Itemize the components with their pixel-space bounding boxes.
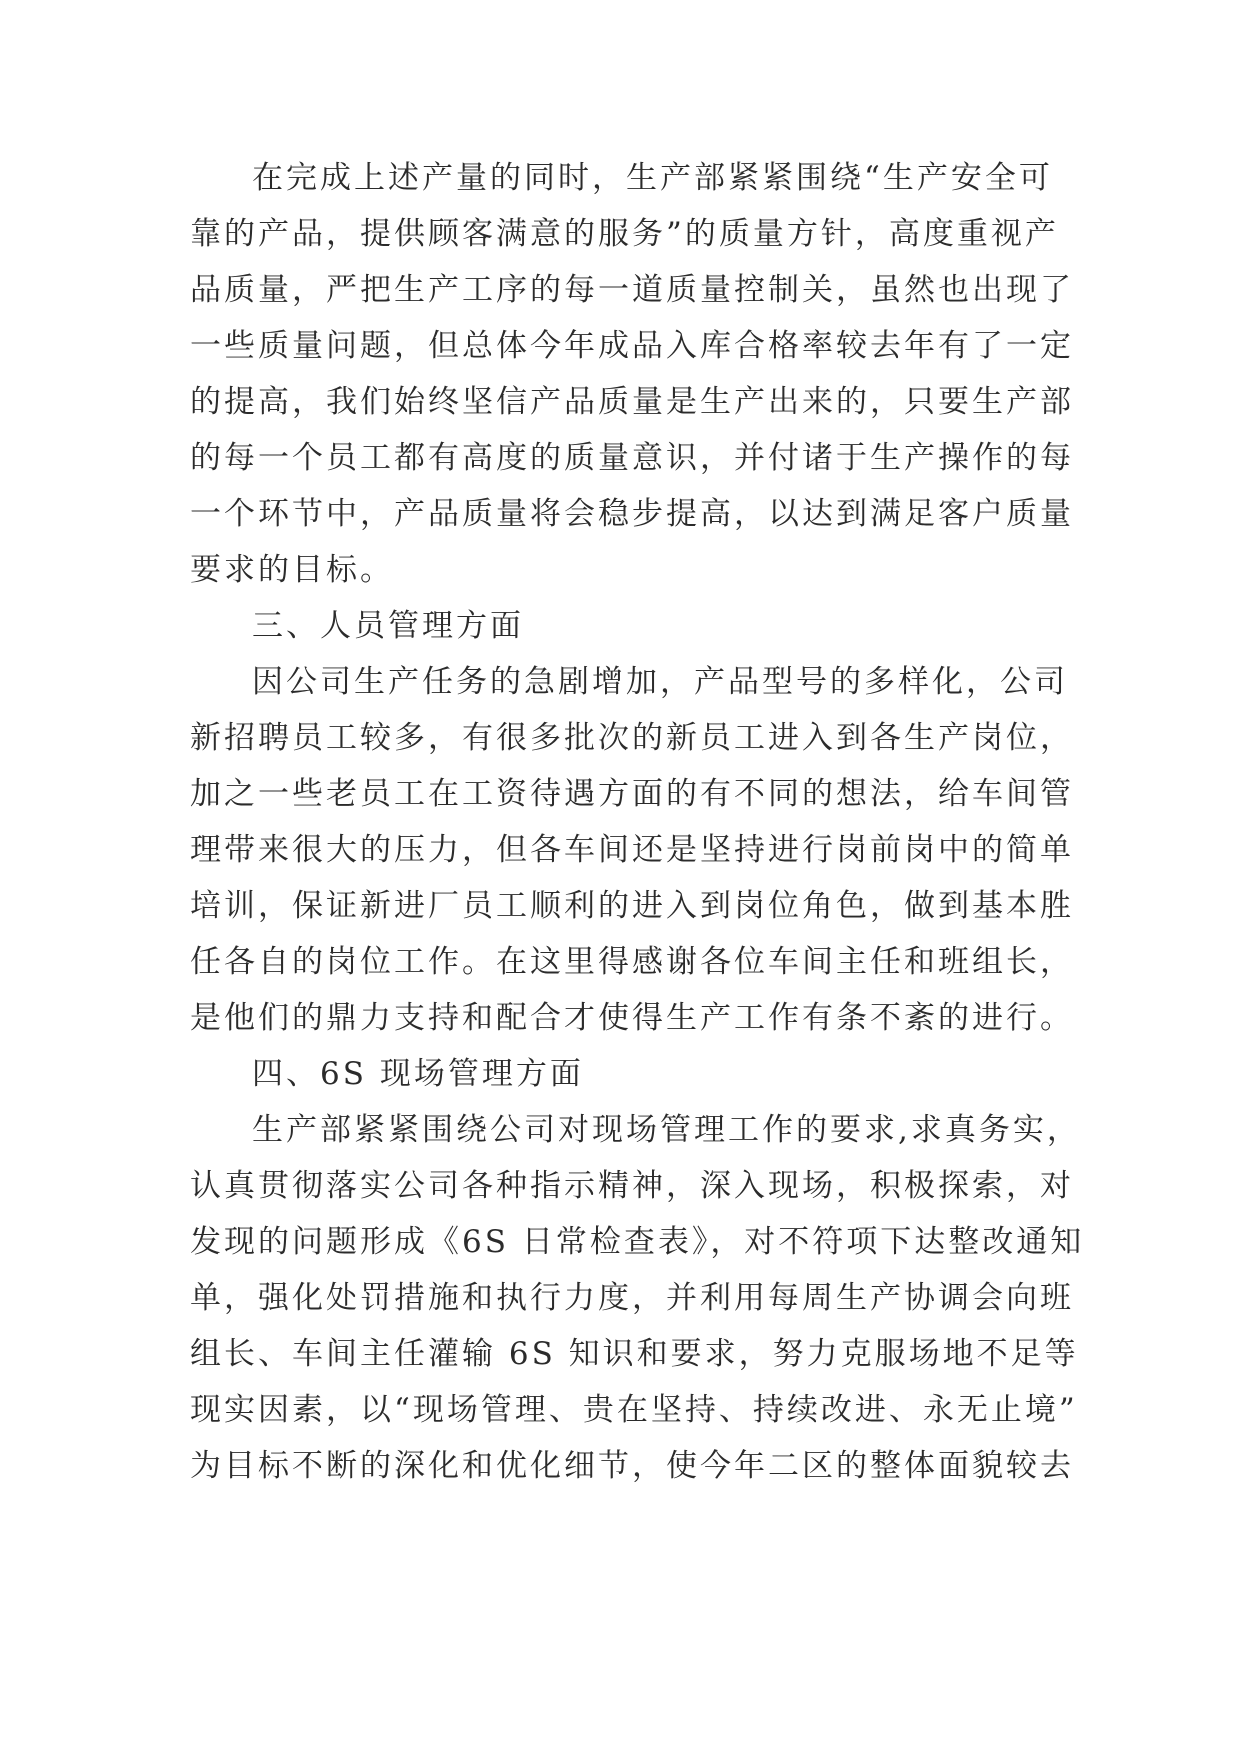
paragraph-1-line-2: 靠的产品，提供顾客满意的服务”的质量方针，高度重视产 [190, 216, 1059, 252]
paragraph-3-line-3: 发现的问题形成《6S 日常检查表》，对不符项下达整改通知 [190, 1224, 1085, 1260]
paragraph-2-line-2: 新招聘员工较多，有很多批次的新员工进入到各生产岗位， [190, 720, 1074, 756]
paragraph-2-line-5: 培训，保证新进厂员工顺利的进入到岗位角色，做到基本胜 [190, 888, 1074, 924]
paragraph-1-line-1: 在完成上述产量的同时，生产部紧紧围绕“生产安全可 [252, 160, 1053, 196]
paragraph-2-line-1: 因公司生产任务的急剧增加，产品型号的多样化，公司 [252, 664, 1068, 700]
section-heading-6s: 四、6S 现场管理方面 [252, 1056, 584, 1092]
paragraph-3-line-6: 现实因素，以“现场管理、贵在坚持、持续改进、永无止境” [190, 1392, 1078, 1428]
paragraph-2-line-3: 加之一些老员工在工资待遇方面的有不同的想法，给车间管 [190, 776, 1074, 812]
paragraph-1-line-4: 一些质量问题，但总体今年成品入库合格率较去年有了一定 [190, 328, 1074, 364]
paragraph-1-line-7: 一个环节中，产品质量将会稳步提高，以达到满足客户质量 [190, 496, 1074, 532]
paragraph-1-line-8: 要求的目标。 [190, 552, 394, 588]
paragraph-3-line-4: 单，强化处罚措施和执行力度，并利用每周生产协调会向班 [190, 1280, 1074, 1316]
paragraph-3-line-7: 为目标不断的深化和优化细节，使今年二区的整体面貌较去 [190, 1448, 1074, 1484]
paragraph-3-line-1: 生产部紧紧围绕公司对现场管理工作的要求,求真务实， [252, 1112, 1081, 1148]
paragraph-2-line-6: 任各自的岗位工作。在这里得感谢各位车间主任和班组长， [190, 944, 1074, 980]
paragraph-1-line-6: 的每一个员工都有高度的质量意识，并付诸于生产操作的每 [190, 440, 1074, 476]
paragraph-1-line-5: 的提高，我们始终坚信产品质量是生产出来的，只要生产部 [190, 384, 1074, 420]
paragraph-2-line-4: 理带来很大的压力，但各车间还是坚持进行岗前岗中的简单 [190, 832, 1074, 868]
section-heading-personnel: 三、人员管理方面 [252, 608, 524, 644]
paragraph-2-line-7: 是他们的鼎力支持和配合才使得生产工作有条不紊的进行。 [190, 1000, 1074, 1036]
paragraph-3-line-2: 认真贯彻落实公司各种指示精神，深入现场，积极探索，对 [190, 1168, 1074, 1204]
paragraph-3-line-5: 组长、车间主任灌输 6S 知识和要求，努力克服场地不足等 [190, 1336, 1079, 1372]
paragraph-1-line-3: 品质量，严把生产工序的每一道质量控制关，虽然也出现了 [190, 272, 1074, 308]
